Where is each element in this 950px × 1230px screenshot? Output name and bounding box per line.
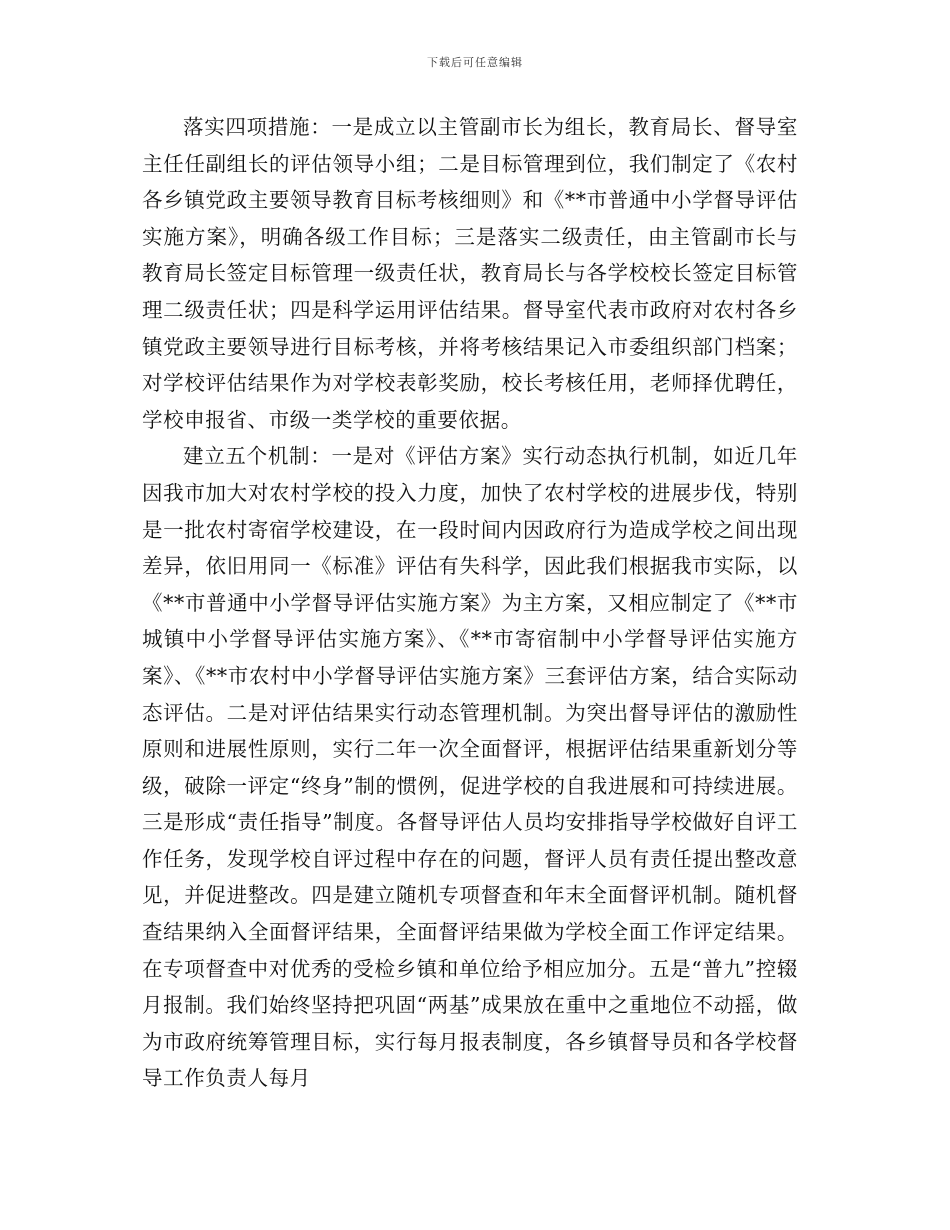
document-body <box>142 109 798 1097</box>
page-header: 下载后可任意编辑 <box>427 56 523 69</box>
paragraph-four-measures: 落实四项措施：一是成立以主管副市长为组长，教育局长、督导室主任任副组长的评估领导小组；二是目标管理到位，我们制定了《农村各乡镇党政主要领导教育目标考核细则》和《**市普通中小学督导评估实施方案》，明确各级工作目标；三是落实二级责任，由主管副市长与教育局长签定目标管理一级责任状，教育局长与各学校校长签定目标管理二级责任状；四是科学运用评估结果。督导室代表市政府对农村各乡镇党政主要领导进行目标考核，并将考核结果记入市委组织部门档案；对学校评估结果作为对学校表彰奖励，校长考核任用，老师择优聘任，学校申报省、市级一类学校的重要依据。 <box>142 115 798 432</box>
paragraph-five-mechanisms: 建立五个机制：一是对《评估方案》实行动态执行机制，如近几年因我市加大对农村学校的投入力度，加快了农村学校的进展步伐，特别是一批农村寄宿学校建设，在一段时间内因政府行为造成学校之间出现差异，依旧用同一《标准》评估有失科学，因此我们根据我市实际，以《**市普通中小学督导评估实施方案》为主方案，又相应制定了《**市城镇中小学督导评估实施方案》、《**市寄宿制中小学督导评估实施方案》、《**市农村中小学督导评估实施方案》三套评估方案，结合实际动态评估。二是对评估结果实行动态管理机制。为突出督导评估的激励性原则和进展性原则，实行二年一次全面督评，根据评估结果重新划分等级，破除一评定“终身”制的惯例，促进学校的自我进展和可持续进展。三是形成“责任指导”制度。各督导评估人员均安排指导学校做好自评工作任务，发现学校自评过程中存在的问题，督评人员有责任提出整改意见，并促进整改。四是建立随机专项督查和年末全面督评机制。随机督查结果纳入全面督评结果，全面督评结果做为学校全面工作评定结果。在专项督查中对优秀的受检乡镇和单位给予相应加分。五是“普九”控辍月报制。我们始终坚持把巩固“两基”成果放在重中之重地位不动摇，做为市政府统筹管理目标，实行每月报表制度，各乡镇督导员和各学校督导工作负责人每月 <box>142 444 798 1091</box>
